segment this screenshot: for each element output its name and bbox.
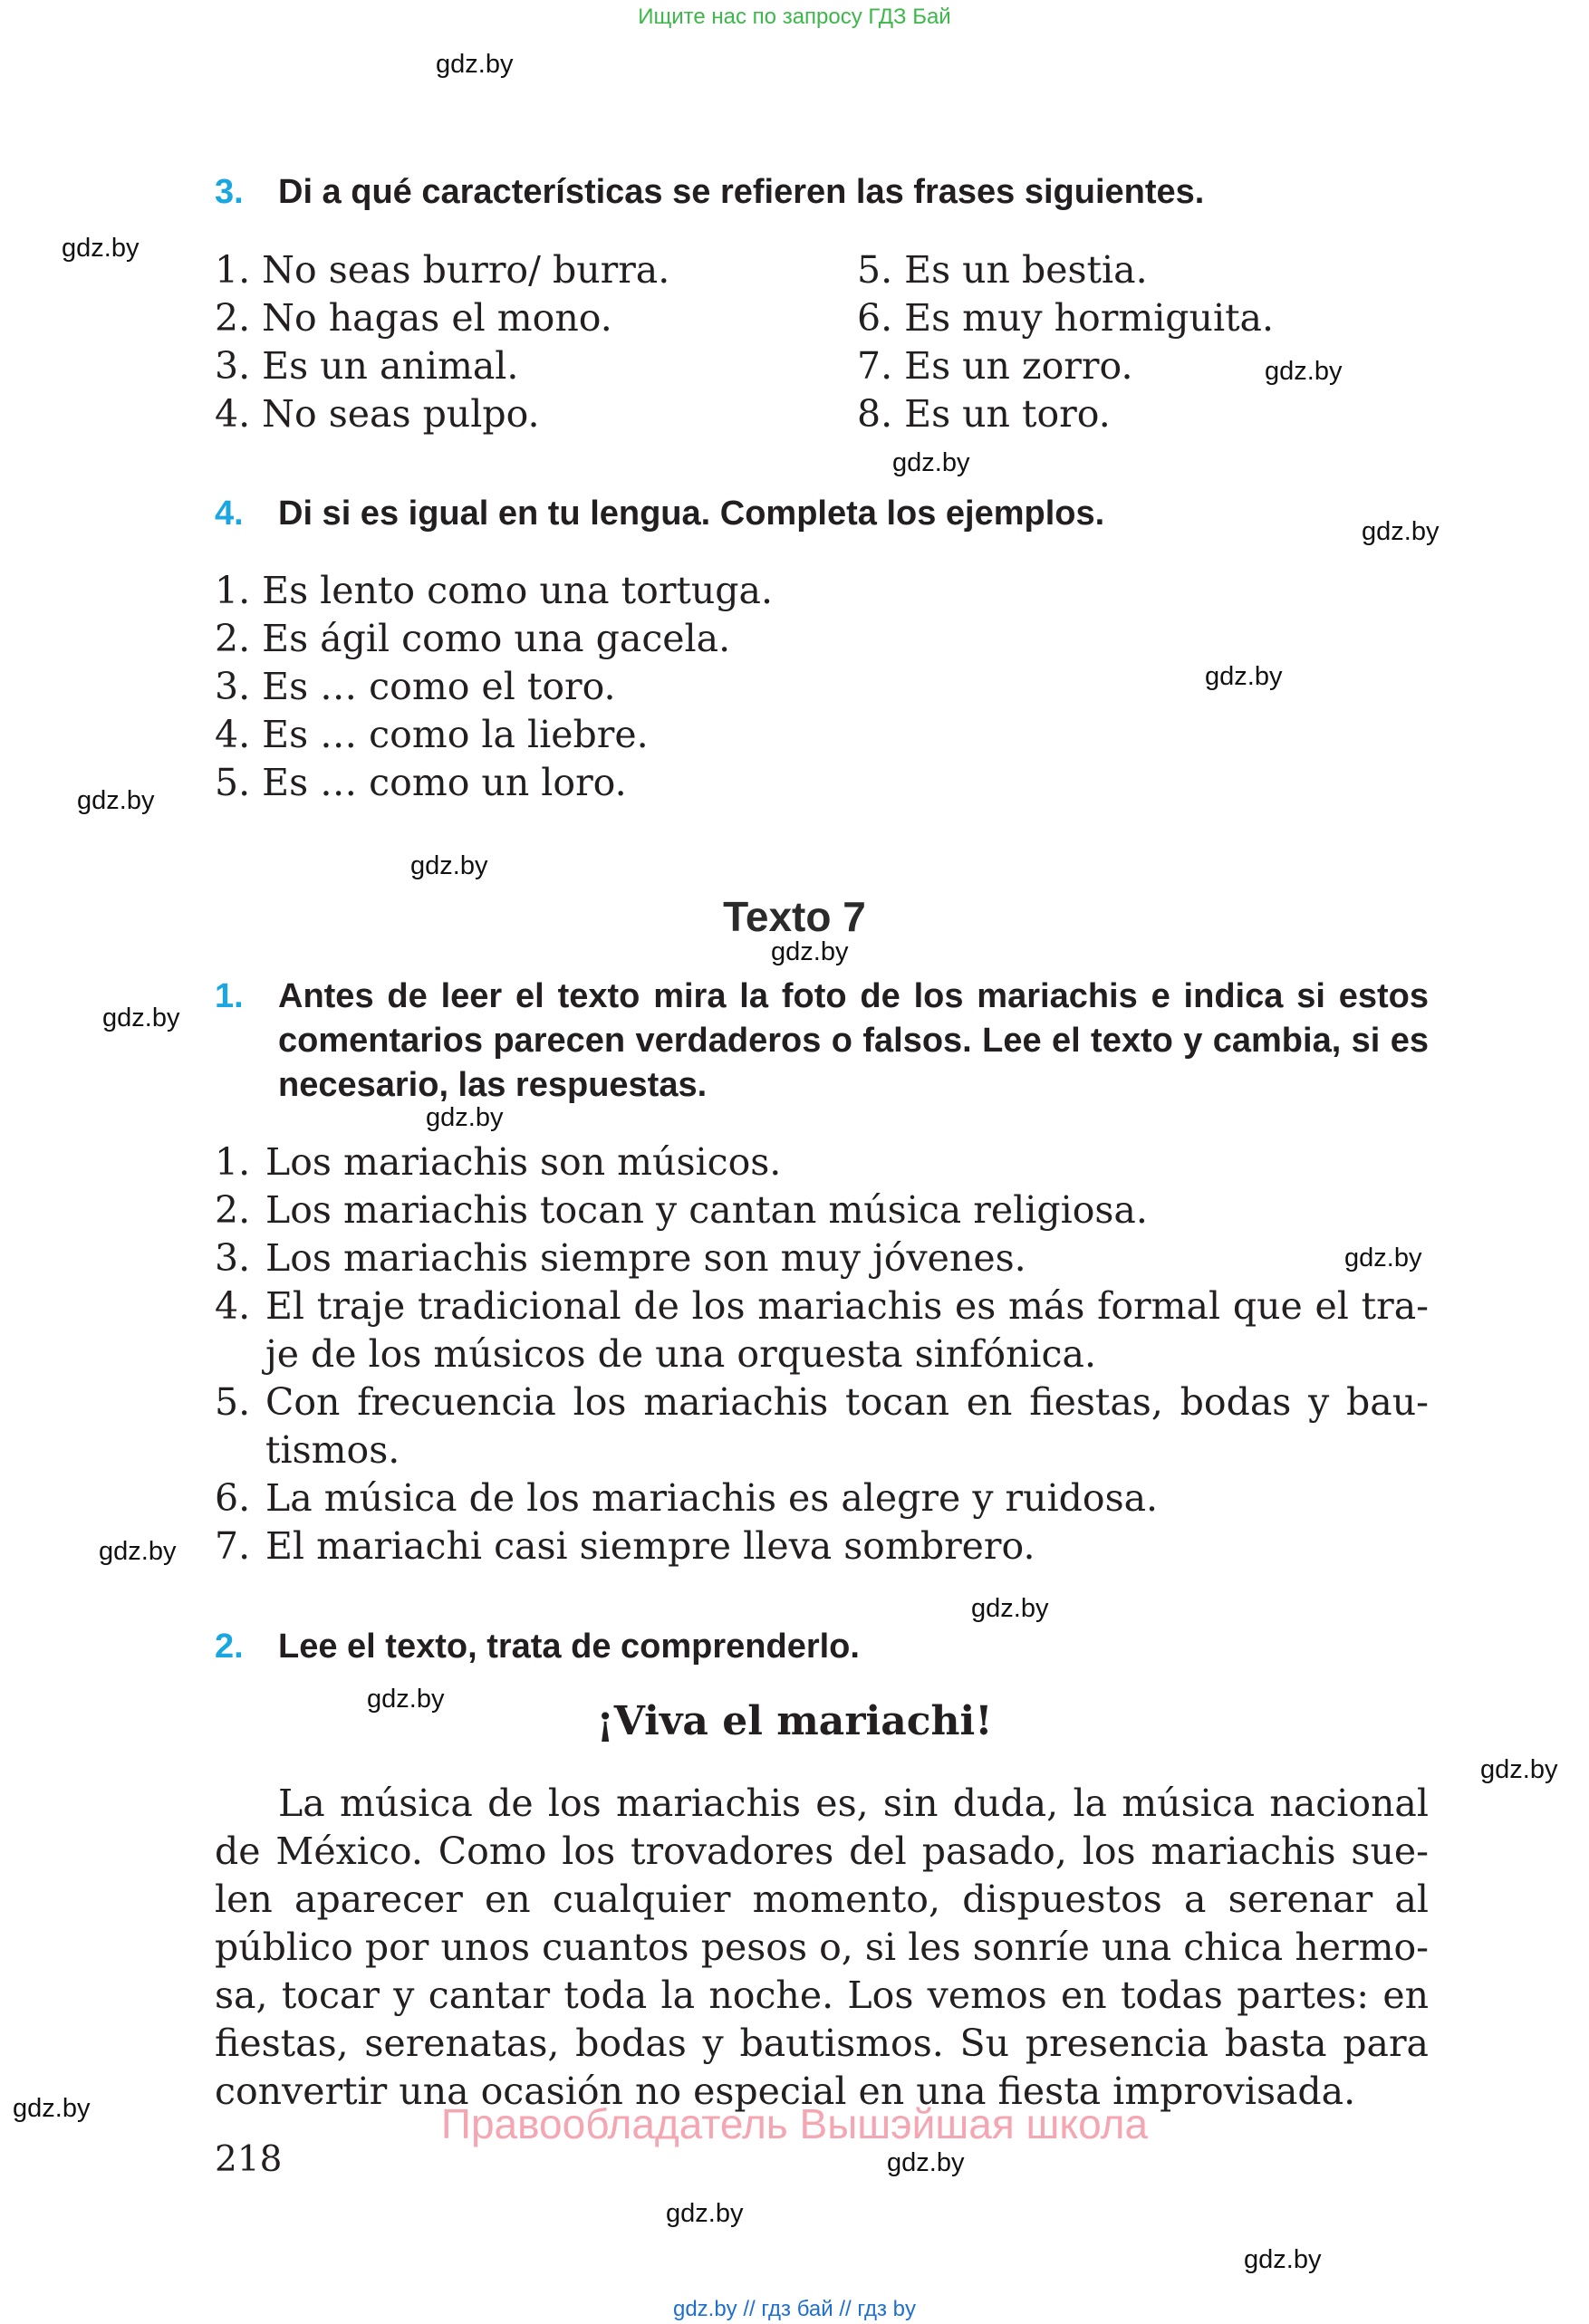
instruction-text: Antes de leer el texto mira la foto de los mariachis e indica si estos comentarios parecen verdaderos o falsos. Lee el texto y cambia, si es necesario, las respuestas. — [278, 977, 1429, 1104]
watermark: gdz.by — [102, 1004, 180, 1032]
watermark: gdz.by — [1265, 357, 1343, 386]
watermark: gdz.by — [1205, 662, 1283, 691]
list-item: 1. Los mariachis son músicos. — [215, 1140, 782, 1184]
watermark: gdz.by — [971, 1594, 1049, 1623]
reading-paragraph: La música de los mariachis es, sin duda, la música nacional de México. Como los trovadores del pasado, los mariachis sue-len aparecer en cualquier momento, dispuestos a serenar al público por unos cuantos pesos o, si les sonríe una chica hermo-sa, tocar y cantar toda la noche. Los vemos en todas partes: en fiestas, serenatas, bodas y bautismos. Su presencia basta para convertir una ocasión no especial en una fiesta improvisada. — [215, 1781, 1429, 2113]
list-item: 7. Es un zorro. — [857, 344, 1133, 388]
instruction-text: Di a qué características se refieren las frases siguientes. — [278, 173, 1205, 211]
list-item: 6. La música de los mariachis es alegre y ruidosa. — [215, 1476, 1159, 1520]
watermark: gdz.by — [1480, 1755, 1558, 1784]
list-item: 4. El traje tradicional de los mariachis es más formal que el tra-je de los músicos de una orquesta sinfónica. — [215, 1284, 1429, 1376]
list-item: 1. Es lento como una tortuga. — [215, 569, 774, 612]
exercise-3-instruction — [215, 170, 1429, 215]
watermark: gdz.by — [892, 448, 970, 477]
exercise-number: 4. — [215, 495, 244, 533]
rights-holder-notice: Правообладатель Вышэйшая школа — [440, 2100, 1149, 2147]
watermark: gdz.by — [436, 50, 514, 79]
list-item: 8. Es un toro. — [857, 392, 1111, 436]
exercise-number: 1. — [215, 977, 244, 1015]
list-item: 3. Los mariachis siempre son muy jóvenes. — [215, 1236, 1026, 1280]
list-item: 2. Es ágil como una gacela. — [215, 617, 731, 660]
exercise-3-left-column — [215, 246, 669, 438]
list-item: 3. Es … como el toro. — [215, 665, 616, 708]
task-1-statements — [215, 1138, 1429, 1570]
list-item: 5. Con frecuencia los mariachis tocan en fiestas, bodas y bau-tismos. — [215, 1380, 1429, 1472]
instruction-text: Di si es igual en tu lengua. Completa los ejemplos. — [278, 495, 1105, 533]
list-item: 4. No seas pulpo. — [215, 392, 540, 436]
watermark: gdz.by — [410, 851, 488, 880]
page-number: 218 — [215, 2139, 283, 2180]
list-item: 3. Es un animal. — [215, 344, 519, 388]
watermark: gdz.by — [887, 2148, 965, 2177]
list-item: 2. Los mariachis tocan y cantan música religiosa. — [215, 1188, 1148, 1232]
section-title: Texto 7 — [723, 893, 866, 940]
list-item: 5. Es … como un loro. — [215, 761, 627, 804]
watermark: gdz.by — [62, 234, 140, 263]
top-banner: Ищите нас по запросу ГДЗ Бай — [638, 5, 951, 29]
watermark: gdz.by — [666, 2199, 744, 2228]
watermark: gdz.by — [1344, 1244, 1422, 1272]
watermark: gdz.by — [13, 2094, 91, 2123]
reading-title: ¡Viva el mariachi! — [596, 1698, 993, 1744]
watermark: gdz.by — [771, 937, 849, 966]
list-item: 1. No seas burro/ burra. — [215, 248, 670, 292]
watermark: gdz.by — [99, 1537, 177, 1566]
task-2-instruction — [215, 1625, 1429, 1669]
exercise-3-right-column — [857, 246, 1274, 438]
footer-links: gdz.by // гдз бай // гдз by — [672, 2297, 917, 2321]
list-item: 2. No hagas el mono. — [215, 296, 612, 340]
watermark: gdz.by — [426, 1103, 504, 1132]
watermark: gdz.by — [367, 1685, 445, 1714]
list-item: 6. Es muy hormiguita. — [857, 296, 1275, 340]
exercise-4-list — [215, 567, 773, 807]
watermark: gdz.by — [77, 786, 155, 815]
list-item: 4. Es … como la liebre. — [215, 713, 649, 756]
watermark: gdz.by — [1244, 2245, 1322, 2274]
exercise-number: 3. — [215, 173, 244, 211]
exercise-4-instruction — [215, 492, 1429, 536]
list-item: 5. Es un bestia. — [857, 248, 1148, 292]
exercise-number: 2. — [215, 1628, 244, 1666]
watermark: gdz.by — [1362, 517, 1440, 546]
list-item: 7. El mariachi casi siempre lleva sombrero. — [215, 1524, 1035, 1568]
task-1-instruction — [215, 975, 1429, 1108]
instruction-text: Lee el texto, trata de comprenderlo. — [278, 1628, 860, 1666]
